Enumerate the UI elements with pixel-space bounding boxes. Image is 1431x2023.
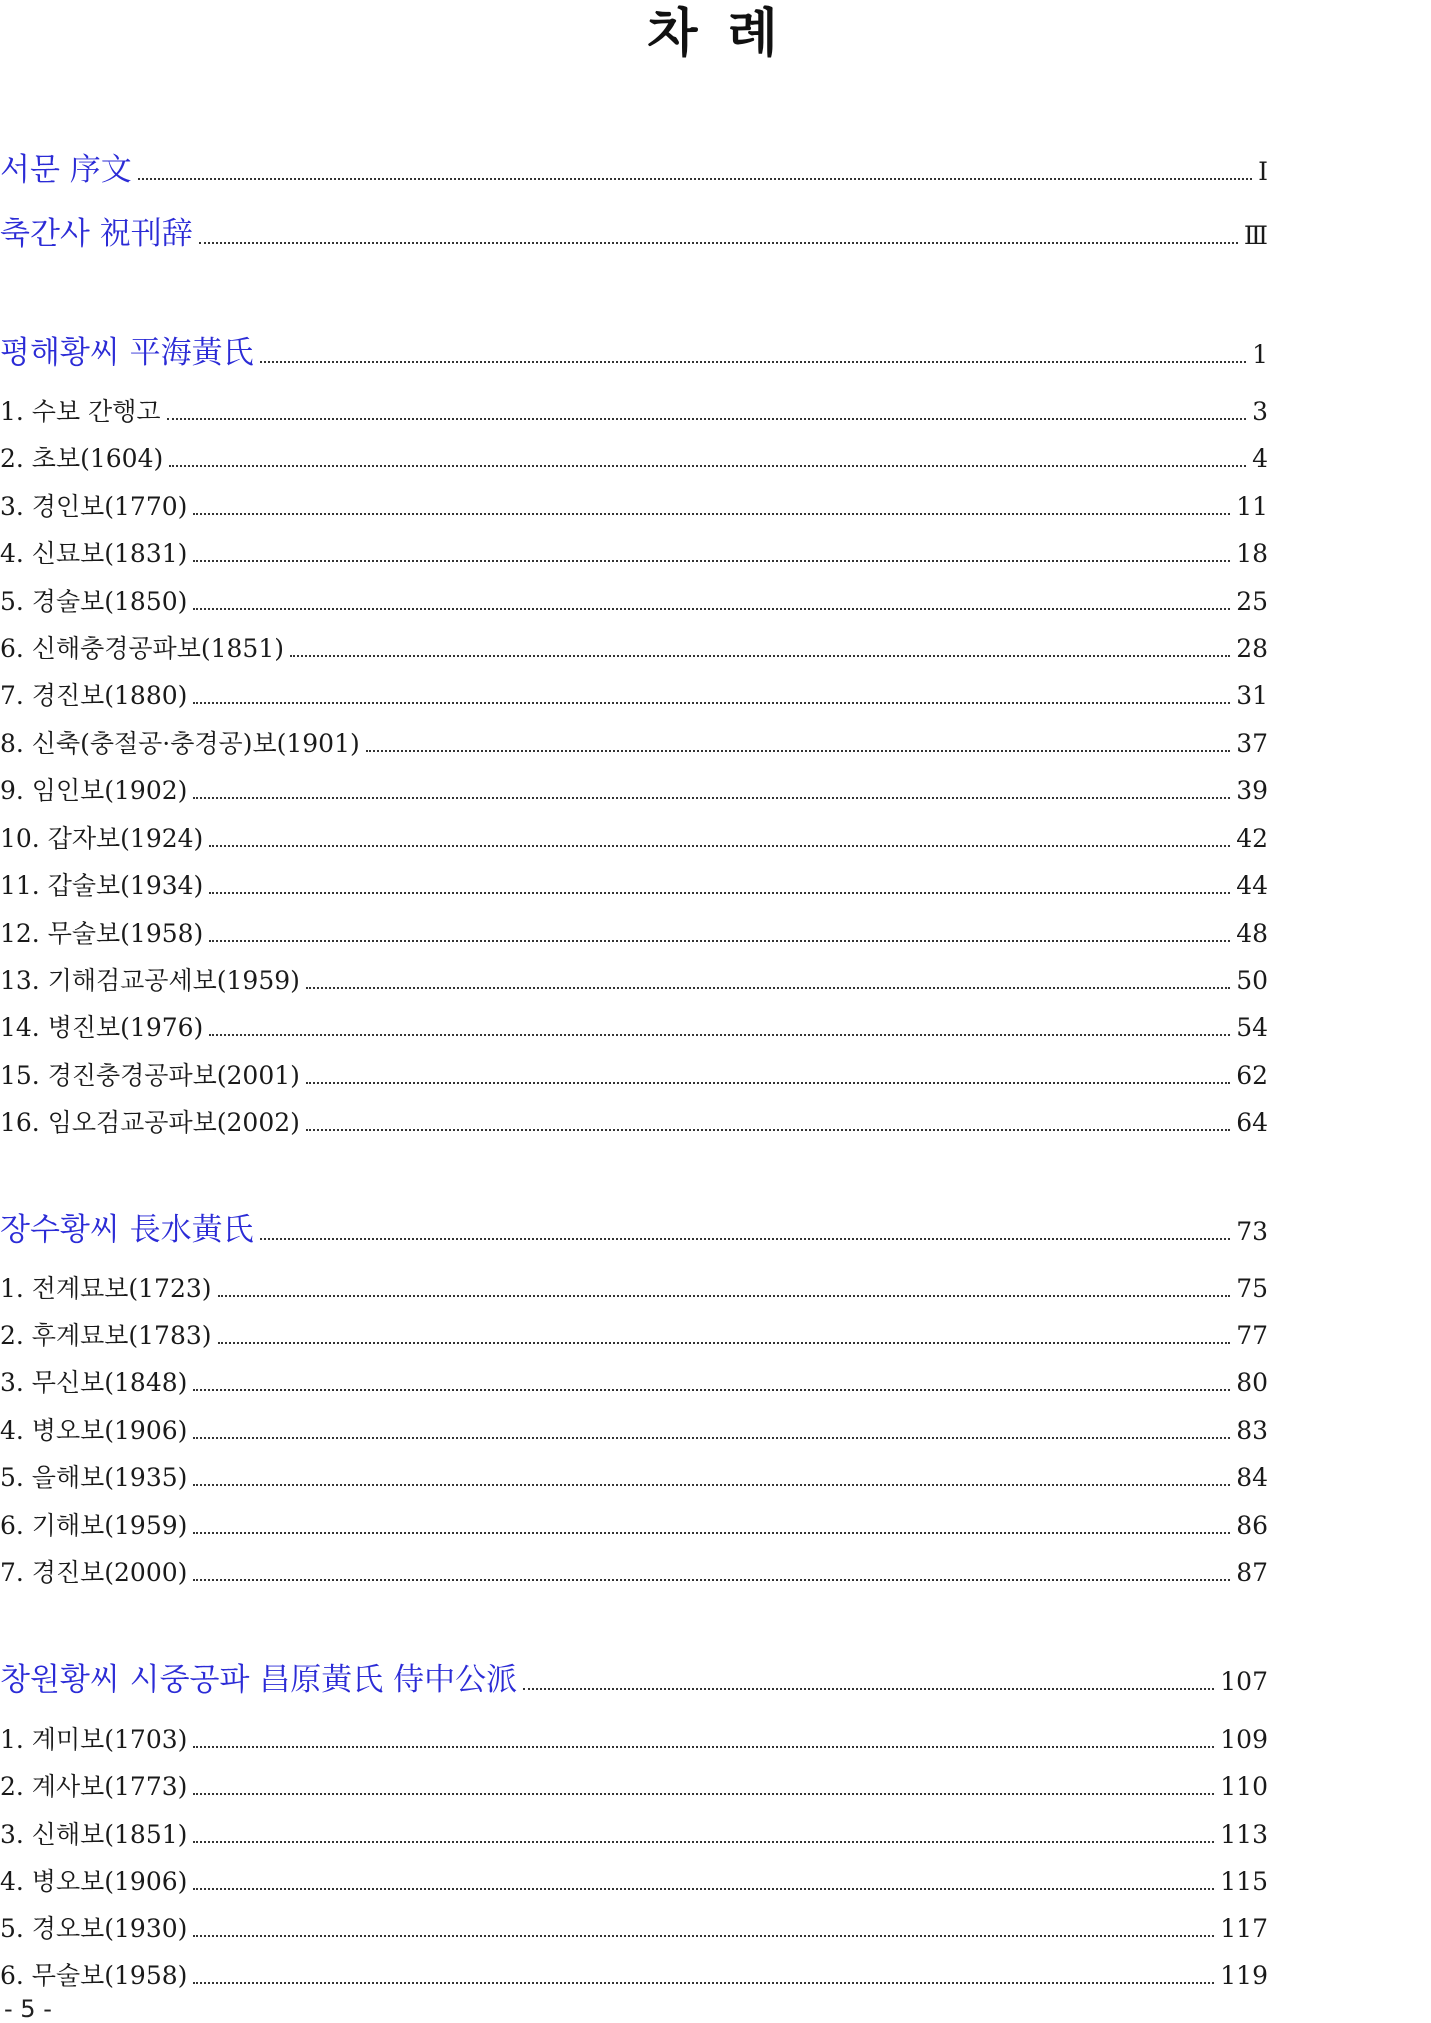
toc-section-heading[interactable] (0, 1654, 1268, 1698)
dot-leader (209, 892, 1230, 894)
dot-leader (193, 513, 1230, 515)
toc-entry-label: 축간사 祝刊辞 (0, 216, 193, 252)
toc-entry[interactable] (0, 1008, 1268, 1042)
dot-leader (218, 1295, 1231, 1297)
toc-entry-label: 2. 계사보(1773) (0, 1772, 188, 1801)
toc-entry[interactable] (0, 1506, 1268, 1540)
toc-entry-page: 64 (1236, 1108, 1268, 1137)
page-number-footer: - 5 - (4, 1995, 52, 2023)
dot-leader (209, 940, 1230, 942)
toc-entry[interactable] (0, 1056, 1268, 1090)
toc-entry[interactable] (0, 724, 1268, 758)
toc-entry[interactable] (0, 534, 1268, 568)
toc-entry-label: 5. 을해보(1935) (0, 1463, 188, 1492)
toc-entry-page: 18 (1236, 539, 1268, 568)
toc-section-label: 장수황씨 長水黃氏 (0, 1212, 254, 1248)
toc-entry-label: 6. 기해보(1959) (0, 1511, 188, 1540)
toc-entry[interactable] (0, 1956, 1268, 1990)
toc-entry-label: 13. 기해검교공세보(1959) (0, 966, 300, 995)
toc-entry-label: 5. 경술보(1850) (0, 587, 188, 616)
toc-entry-page: 42 (1236, 824, 1268, 853)
toc-entry-label: 11. 갑술보(1934) (0, 871, 204, 900)
toc-entry-page: Ⅰ (1258, 157, 1268, 186)
toc-entry-page: 77 (1236, 1321, 1268, 1350)
toc-entry-page: 37 (1236, 729, 1268, 758)
toc-entry-label: 4. 병오보(1906) (0, 1416, 188, 1445)
toc-entry-label: 7. 경진보(1880) (0, 681, 188, 710)
dot-leader (169, 465, 1246, 467)
toc-entry-page: 50 (1236, 966, 1268, 995)
toc-entry-label: 2. 초보(1604) (0, 444, 164, 473)
dot-leader (193, 1935, 1214, 1937)
toc-entry-page: 3 (1252, 397, 1268, 426)
toc-entry-page: 84 (1236, 1463, 1268, 1492)
dot-leader (193, 608, 1230, 610)
toc-entry-label: 3. 신해보(1851) (0, 1820, 188, 1849)
toc-entry-label: 1. 계미보(1703) (0, 1725, 188, 1754)
toc-entry-label: 12. 무술보(1958) (0, 919, 204, 948)
toc-entry[interactable] (0, 914, 1268, 948)
dot-leader (193, 1484, 1230, 1486)
toc-entry-page: 86 (1236, 1511, 1268, 1540)
dot-leader (193, 1982, 1214, 1984)
toc-entry-page: 110 (1220, 1772, 1268, 1801)
toc-entry-page: 4 (1252, 444, 1268, 473)
dot-leader (260, 361, 1246, 363)
toc-entry-page: 80 (1236, 1368, 1268, 1397)
toc-entry-label: 1. 수보 간행고 (0, 397, 161, 426)
toc-section-page: 107 (1220, 1667, 1268, 1696)
toc-entry-page: 117 (1220, 1914, 1268, 1943)
toc-entry-label: 5. 경오보(1930) (0, 1914, 188, 1943)
toc-entry-page: 109 (1220, 1725, 1268, 1754)
toc-section-label: 창원황씨 시중공파 昌原黃氏 侍中公派 (0, 1662, 518, 1698)
toc-entry-page: 28 (1236, 634, 1268, 663)
toc-entry[interactable] (0, 1363, 1268, 1397)
toc-entry[interactable] (0, 1815, 1268, 1849)
dot-leader (193, 1579, 1230, 1581)
toc-entry-label: 4. 병오보(1906) (0, 1867, 188, 1896)
dot-leader (366, 750, 1230, 752)
toc-entry[interactable] (0, 1103, 1268, 1137)
dot-leader (306, 1082, 1230, 1084)
toc-entry-label: 3. 무신보(1848) (0, 1368, 188, 1397)
dot-leader (193, 1437, 1230, 1439)
toc-entry[interactable] (0, 1269, 1268, 1303)
toc-section-heading[interactable] (0, 327, 1268, 371)
dot-leader (199, 242, 1238, 244)
toc-entry-page: 62 (1236, 1061, 1268, 1090)
toc-entry-label: 4. 신묘보(1831) (0, 539, 188, 568)
dot-leader (306, 1129, 1230, 1131)
toc-entry[interactable] (0, 1411, 1268, 1445)
toc-entry[interactable] (0, 439, 1268, 473)
toc-entry[interactable] (0, 1553, 1268, 1587)
dot-leader (290, 655, 1230, 657)
toc-entry-page: 44 (1236, 871, 1268, 900)
toc-entry[interactable] (0, 582, 1268, 616)
dot-leader (193, 797, 1230, 799)
dot-leader (193, 1746, 1214, 1748)
toc-entry[interactable] (0, 1862, 1268, 1896)
dot-leader (193, 702, 1230, 704)
dot-leader (138, 178, 1252, 180)
toc-entry-label: 9. 임인보(1902) (0, 776, 188, 805)
dot-leader (193, 1793, 1214, 1795)
toc-entry-label: 10. 갑자보(1924) (0, 824, 204, 853)
toc-entry[interactable] (0, 629, 1268, 663)
toc-section-page: 1 (1252, 340, 1268, 369)
toc-section-label: 평해황씨 平海黃氏 (0, 335, 254, 371)
toc-entry-page: 39 (1236, 776, 1268, 805)
toc-entry-label: 2. 후계묘보(1783) (0, 1321, 212, 1350)
dot-leader (193, 560, 1230, 562)
toc-entry-page: 11 (1236, 492, 1268, 521)
toc-entry-label: 3. 경인보(1770) (0, 492, 188, 521)
toc-entry-label: 15. 경진충경공파보(2001) (0, 1061, 300, 1090)
toc-entry[interactable] (0, 866, 1268, 900)
dot-leader (209, 845, 1230, 847)
toc-entry-page: 119 (1220, 1961, 1268, 1990)
toc-front-foreword[interactable] (0, 208, 1268, 252)
toc-entry[interactable] (0, 961, 1268, 995)
toc-entry[interactable] (0, 676, 1268, 710)
toc-entry[interactable] (0, 819, 1268, 853)
toc-entry[interactable] (0, 1767, 1268, 1801)
toc-entry-label: 14. 병진보(1976) (0, 1013, 204, 1042)
toc-entry[interactable] (0, 1458, 1268, 1492)
toc-entry-label: 7. 경진보(2000) (0, 1558, 188, 1587)
toc-entry-label: 6. 신해충경공파보(1851) (0, 634, 284, 663)
toc-entry[interactable] (0, 1316, 1268, 1350)
dot-leader (167, 418, 1247, 420)
toc-entry-label: 1. 전계묘보(1723) (0, 1274, 212, 1303)
toc-section-page: 73 (1236, 1217, 1268, 1246)
dot-leader (218, 1342, 1231, 1344)
toc-entry[interactable] (0, 392, 1268, 426)
toc-section-heading[interactable] (0, 1204, 1268, 1248)
toc-entry-page: 48 (1236, 919, 1268, 948)
toc-entry-page: 115 (1220, 1867, 1268, 1896)
dot-leader (209, 1034, 1230, 1036)
dot-leader (193, 1532, 1230, 1534)
toc-front-preface[interactable] (0, 144, 1268, 188)
toc-entry[interactable] (0, 771, 1268, 805)
toc-entry-page: 87 (1236, 1558, 1268, 1587)
toc-entry[interactable] (0, 1720, 1268, 1754)
toc-entry-label: 서문 序文 (0, 152, 132, 188)
toc-entry-page: 113 (1220, 1820, 1268, 1849)
toc-entry-page: 25 (1236, 587, 1268, 616)
toc-entry-page: 54 (1236, 1013, 1268, 1042)
toc-entry-label: 16. 임오검교공파보(2002) (0, 1108, 300, 1137)
toc-entry-label: 6. 무술보(1958) (0, 1961, 188, 1990)
toc-entry-page: 31 (1236, 681, 1268, 710)
toc-entry-label: 8. 신축(충절공·충경공)보(1901) (0, 729, 360, 758)
toc-entry[interactable] (0, 1909, 1268, 1943)
dot-leader (193, 1841, 1214, 1843)
toc-entry-page: 83 (1236, 1416, 1268, 1445)
toc-entry-page: 75 (1236, 1274, 1268, 1303)
toc-entry[interactable] (0, 487, 1268, 521)
dot-leader (193, 1389, 1230, 1391)
toc-entry-page: Ⅲ (1243, 221, 1268, 250)
page-title: 차 례 (647, 4, 784, 64)
dot-leader (260, 1238, 1231, 1240)
dot-leader (306, 987, 1230, 989)
dot-leader (523, 1688, 1214, 1690)
dot-leader (193, 1888, 1214, 1890)
